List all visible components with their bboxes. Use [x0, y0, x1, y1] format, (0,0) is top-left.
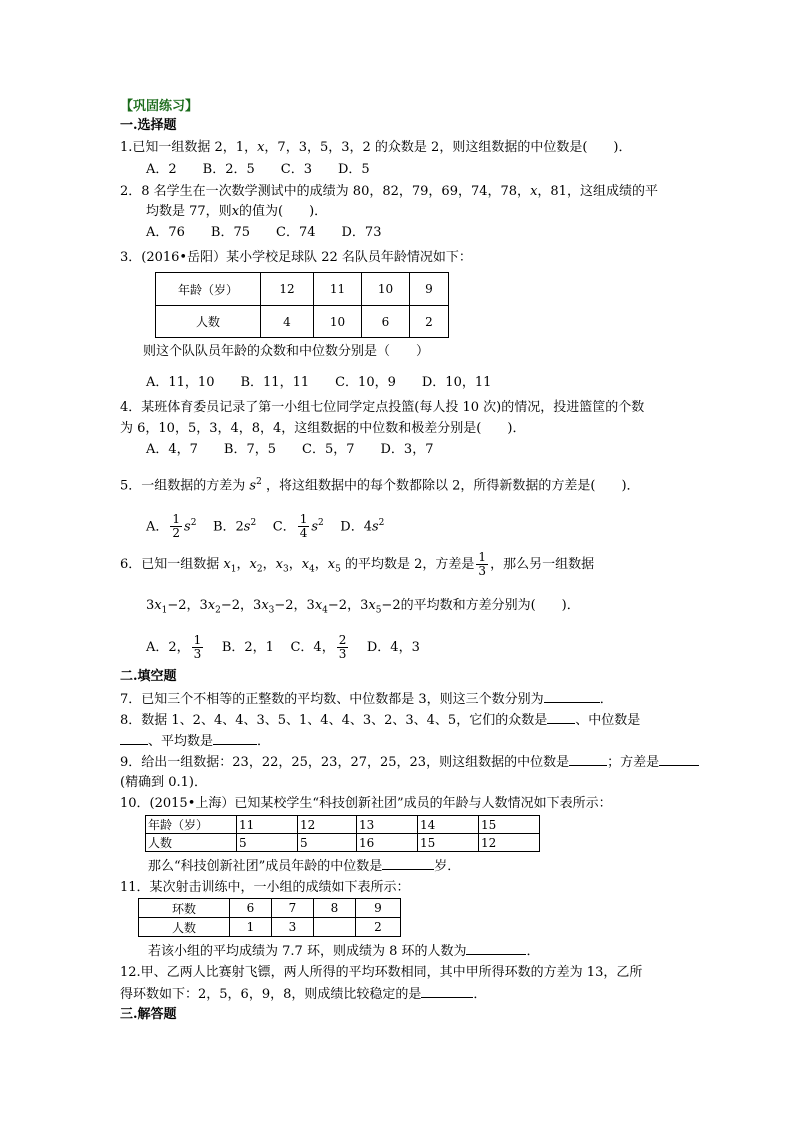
answer-blank[interactable] [547, 711, 575, 724]
table-cell [314, 918, 356, 937]
question-8-line2: 、平均数是 ． [120, 732, 270, 751]
part1-title: 一.选择题 [120, 118, 177, 133]
table-cell: 人数 [156, 306, 261, 338]
question-4-line2: 为 6，10，5，3，4，8，4，这组数据的中位数和极差分别是( )． [120, 421, 526, 436]
table-cell: 6 [362, 306, 410, 338]
part2-title: 二.填空题 [120, 669, 177, 684]
question-9-line1: 9．给出一组数据：23，22，25，23，27，25，23，则这组数据的中位数是 ；方差是 [120, 753, 699, 772]
table-cell: 人数 [139, 918, 230, 937]
question-6-options: A．2， $\frac{1}{3}$ B．2，1 C．4， $\frac{2}{3}$ D．4，3 [146, 633, 420, 661]
table-cell: 3 [272, 918, 314, 937]
table-cell: 9 [410, 273, 449, 306]
table-cell: 7 [272, 899, 314, 918]
section-header: 【巩固练习】 [120, 99, 199, 114]
table-cell: 15 [418, 834, 479, 852]
answer-blank[interactable] [213, 732, 257, 745]
table-cell: 10 [362, 273, 410, 306]
question-3-options: A．11，10 B．11，11 C．10，9 D．10，11 [146, 375, 492, 390]
question-7: 7．已知三个不相等的正整数的平均数、中位数都是 3，则这三个数分别为 ． [120, 692, 613, 707]
question-6-line1: 6．已知一组数据 $x_1$，$x_2$，$x_3$，$x_4$，$x_5$ 的平均数是 2，方差是 $\frac{1}{3}$ ，那么另一组数据 [120, 550, 595, 578]
table-cell: 15 [479, 816, 540, 834]
table-cell: 12 [298, 816, 357, 834]
question-9-line2: (精确到 0.1)． [120, 775, 207, 790]
answer-blank[interactable] [544, 690, 600, 703]
table-cell: 人数 [146, 834, 237, 852]
table-cell: 14 [418, 816, 479, 834]
question-1: 1.已知一组数据 2，1，x，7，3，5，3，2 的众数是 2，则这组数据的中位数是( )． [120, 140, 632, 155]
question-11: 11．某次射击训练中，一小组的成绩如下表所示： [120, 880, 410, 895]
table-cell: 年龄（岁） [156, 273, 261, 306]
question-1-options: A．2 B．2．5 C．3 D．5 [146, 162, 370, 177]
question-3-prompt: 则这个队队员年龄的众数和中位数分别是（ ） [143, 344, 430, 359]
part3-title: 三.解答题 [120, 1007, 177, 1022]
answer-blank[interactable] [569, 753, 607, 766]
question-12-line1: 12.甲、乙两人比赛射飞镖，两人所得的平均环数相同，其中甲所得环数的方差为 13，乙所 [120, 965, 643, 980]
table-cell: 5 [237, 834, 298, 852]
table-cell: 11 [314, 273, 362, 306]
table-cell: 11 [237, 816, 298, 834]
score-table-q11 [138, 898, 401, 937]
table-cell: 年龄（岁） [146, 816, 237, 834]
question-8-line1: 8．数据 1、2、4、4、3、5、1、4、4、3、2、3、4、5，它们的众数是 、中位数是 [120, 713, 641, 728]
table-cell: 9 [356, 899, 401, 918]
question-11-prompt: 若该小组的平均成绩为 7.7 环，则成绩为 8 环的人数为 ． [148, 944, 540, 959]
question-6-line2: $3x_1-2$，$3x_2-2$，$3x_3-2$，$3x_4-2$，$3x_5-2$的平均数和方差分别为( )． [146, 598, 580, 616]
age-table-q10 [145, 815, 540, 852]
question-10: 10．(2015•上海）已知某校学生“科技创新社团”成员的年龄与人数情况如下表所示： [120, 796, 612, 811]
table-cell: 16 [357, 834, 418, 852]
question-5: 5．一组数据的方差为 $s^2$ ，将这组数据中的每个数都除以 2，所得新数据的方差是( )． [120, 477, 640, 494]
question-2-options: A．76 B．75 C．74 D．73 [146, 225, 382, 240]
question-12-line2: 得环数如下：2，5，6，9，8，则成绩比较稳定的是 ． [120, 987, 487, 1002]
table-cell: 5 [298, 834, 357, 852]
table-cell: 2 [410, 306, 449, 338]
table-cell: 4 [261, 306, 314, 338]
table-cell: 13 [357, 816, 418, 834]
table-cell: 12 [261, 273, 314, 306]
answer-blank[interactable] [382, 857, 434, 870]
age-table-q3 [155, 272, 449, 338]
question-2-line1: 2．8 名学生在一次数学测试中的成绩为 80，82，79，69，74，78，x，81，这组成绩的平 [120, 184, 658, 199]
question-4-line1: 4．某班体育委员记录了第一小组七位同学定点投篮(每人投 10 次)的情况，投进篮筐的个数 [120, 400, 645, 415]
table-cell: 8 [314, 899, 356, 918]
table-cell: 6 [230, 899, 272, 918]
question-5-options: A． $\frac{1}{2}$ $s^2$ B．$2s^2$ C． $\frac{1}{4}$ $s^2$ D．$4s^2$ [146, 512, 385, 541]
table-cell: 2 [356, 918, 401, 937]
question-10-prompt: 那么“科技创新社团”成员年龄的中位数是 岁． [148, 859, 461, 874]
question-3: 3．(2016•岳阳）某小学校足球队 22 名队员年龄情况如下： [120, 250, 472, 265]
answer-blank[interactable] [421, 985, 473, 998]
table-cell: 1 [230, 918, 272, 937]
question-2-line2: 均数是 77，则x的值为( )． [146, 204, 328, 219]
question-4-options: A．4，7 B．7，5 C．5，7 D．3，7 [146, 442, 434, 457]
answer-blank[interactable] [466, 942, 526, 955]
answer-blank[interactable] [659, 753, 699, 766]
table-cell: 12 [479, 834, 540, 852]
table-cell: 环数 [139, 899, 230, 918]
answer-blank[interactable] [120, 732, 148, 745]
table-cell: 10 [314, 306, 362, 338]
